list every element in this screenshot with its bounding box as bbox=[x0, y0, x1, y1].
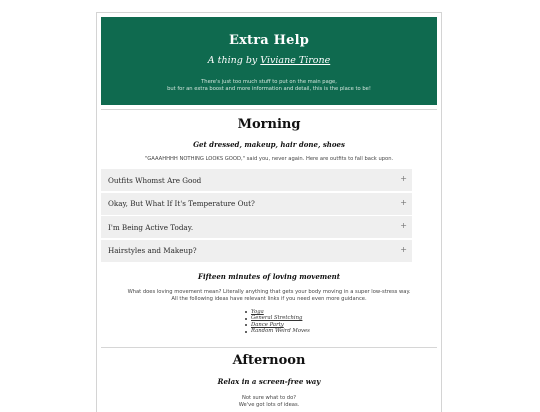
accordion bbox=[101, 169, 412, 263]
list-item bbox=[245, 328, 310, 334]
section-divider bbox=[101, 347, 437, 348]
afternoon-line-1: Not sure what to do? bbox=[241, 395, 297, 401]
movement-line-1: What does loving movement mean? Literally anything that gets your body moving in a super low-stress way. bbox=[127, 289, 411, 295]
accordion-label: I'm Being Active Today. bbox=[108, 222, 194, 232]
hero-subtitle bbox=[101, 55, 437, 66]
plus-icon: + bbox=[400, 221, 407, 231]
plus-icon: + bbox=[400, 244, 407, 254]
accordion-label: Okay, But What If It's Temperature Out? bbox=[108, 199, 255, 209]
morning-quote: "GAAAHHHH NOTHING LOOKS GOOD," said you, never again. Here are outfits to fall back upon. bbox=[144, 156, 394, 162]
plus-icon: + bbox=[400, 197, 407, 207]
hero-title: Extra Help bbox=[228, 33, 310, 48]
accordion-item-outfits[interactable] bbox=[101, 169, 412, 191]
movement-title: Fifteen minutes of loving movement bbox=[198, 272, 340, 281]
plus-icon: + bbox=[400, 174, 407, 183]
yoga-link[interactable]: Yoga bbox=[251, 309, 264, 315]
accordion-item-hairstyles[interactable] bbox=[101, 240, 412, 262]
afternoon-subtitle: Relax in a screen-free way bbox=[217, 377, 321, 386]
hero-banner bbox=[101, 17, 437, 105]
afternoon-title: Afternoon bbox=[232, 353, 306, 368]
movement-line-2: All the following ideas have relevant links if you need even more guidance. bbox=[171, 295, 367, 302]
hero-description-line-1: There's just too much stuff to put on the main page, bbox=[201, 79, 337, 85]
hero-description bbox=[101, 79, 437, 93]
morning-title: Morning bbox=[237, 117, 301, 132]
section-divider bbox=[101, 109, 437, 110]
page-card bbox=[96, 12, 442, 412]
general-stretching-link[interactable]: General Stretching bbox=[251, 315, 303, 322]
accordion-item-temperature[interactable] bbox=[101, 193, 412, 215]
accordion-label: Hairstyles and Makeup? bbox=[108, 246, 197, 256]
random-weird-moves-text: Random Weird Moves bbox=[251, 328, 310, 335]
dance-party-link[interactable]: Dance Party bbox=[251, 321, 284, 328]
accordion-item-active[interactable] bbox=[101, 216, 412, 238]
hero-subtitle-prefix: A thing by bbox=[207, 55, 261, 66]
author-link[interactable]: Viviane Tirone bbox=[260, 55, 331, 66]
hero-description-line-2: but for an extra boost and more information and detail, this is the place to be! bbox=[167, 86, 371, 92]
afternoon-line-2: We've got lots of ideas. bbox=[238, 401, 300, 408]
accordion-label: Outfits Whomst Are Good bbox=[108, 175, 202, 185]
movement-link-list bbox=[245, 309, 310, 335]
movement-description bbox=[97, 289, 441, 302]
morning-subtitle: Get dressed, makeup, hair done, shoes bbox=[193, 140, 345, 149]
afternoon-description bbox=[97, 395, 441, 408]
